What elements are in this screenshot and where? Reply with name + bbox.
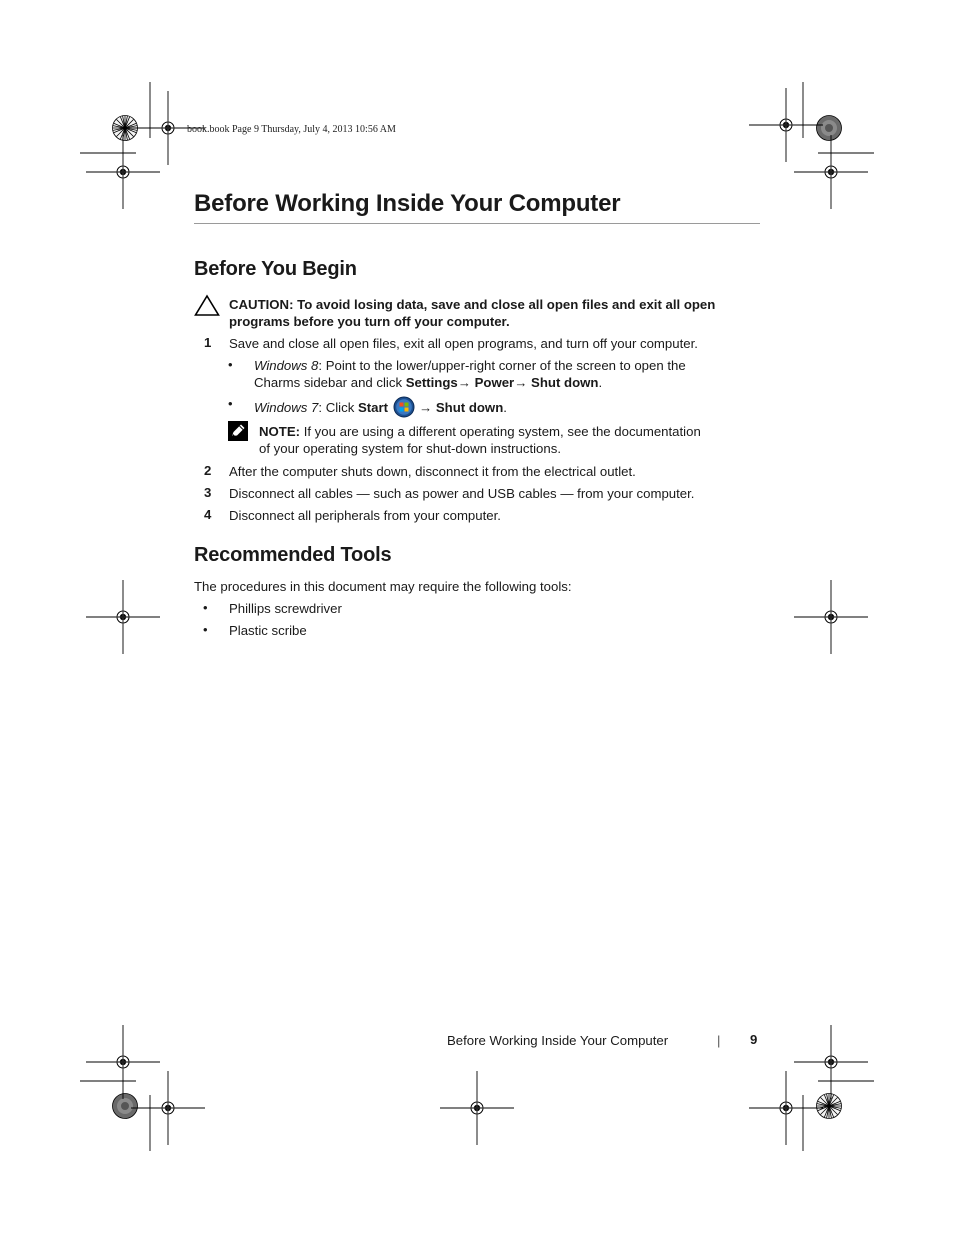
tool-item: Phillips screwdriver: [229, 601, 342, 616]
settings-label: Settings: [405, 375, 458, 390]
footer-separator: |: [717, 1033, 721, 1048]
caution-line-2: programs before you turn off your computer.: [229, 314, 510, 329]
tool-item: Plastic scribe: [229, 623, 307, 638]
step-text: After the computer shuts down, disconnect it from the electrical outlet.: [229, 464, 636, 479]
step-text: Disconnect all peripherals from your computer.: [229, 508, 501, 523]
note-line-1: NOTE: If you are using a different operating system, see the documentation: [259, 424, 701, 439]
section-title-recommended-tools: Recommended Tools: [194, 544, 392, 566]
step-text: Disconnect all cables — such as power and USB cables — from your computer.: [229, 486, 695, 501]
win7-line: Windows 7 : Click Start → Shut down .: [254, 396, 507, 418]
os-name: Windows 8: [254, 358, 319, 373]
title-divider: [194, 223, 760, 224]
bullet-dot: •: [203, 600, 208, 615]
win8-line-2: Charms sidebar and click Settings→ Power→ Shut down.: [254, 375, 603, 390]
arrow-icon: →: [514, 375, 528, 390]
windows-start-orb-icon: [393, 396, 415, 418]
start-label: Start: [357, 399, 388, 415]
step-text: Save and close all open files, exit all open programs, and turn off your computer.: [229, 336, 698, 351]
arrow-icon: →: [419, 399, 433, 415]
caution-icon: [194, 294, 220, 317]
step-number: 3: [204, 485, 212, 500]
page-title: Before Working Inside Your Computer: [194, 190, 621, 217]
bullet-dot: •: [203, 622, 208, 637]
footer-title: Before Working Inside Your Computer: [447, 1033, 669, 1048]
bullet-dot: •: [228, 357, 233, 372]
print-slug: book.book Page 9 Thursday, July 4, 2013 10:56 AM: [187, 124, 396, 135]
note-label: NOTE:: [259, 424, 301, 439]
tools-intro: The procedures in this document may require the following tools:: [194, 579, 572, 594]
step-number: 1: [204, 335, 212, 350]
section-title-before-you-begin: Before You Begin: [194, 258, 357, 280]
shut-down-label: Shut down: [531, 375, 599, 390]
page-number: 9: [750, 1032, 758, 1047]
power-label: Power: [474, 375, 515, 390]
caution-line-1: CAUTION: To avoid losing data, save and close all open files and exit all open: [229, 297, 716, 312]
win8-line-1: Windows 8: Point to the lower/upper-right corner of the screen to open the: [254, 358, 686, 373]
shut-down-label: Shut down: [435, 399, 504, 415]
os-name: Windows 7: [254, 399, 319, 415]
arrow-icon: →: [457, 375, 471, 390]
bullet-dot: •: [228, 396, 233, 411]
step-number: 2: [204, 463, 212, 478]
note-pencil-icon: [228, 421, 248, 441]
note-line-2: of your operating system for shut-down instructions.: [259, 441, 561, 456]
step-number: 4: [204, 507, 212, 522]
